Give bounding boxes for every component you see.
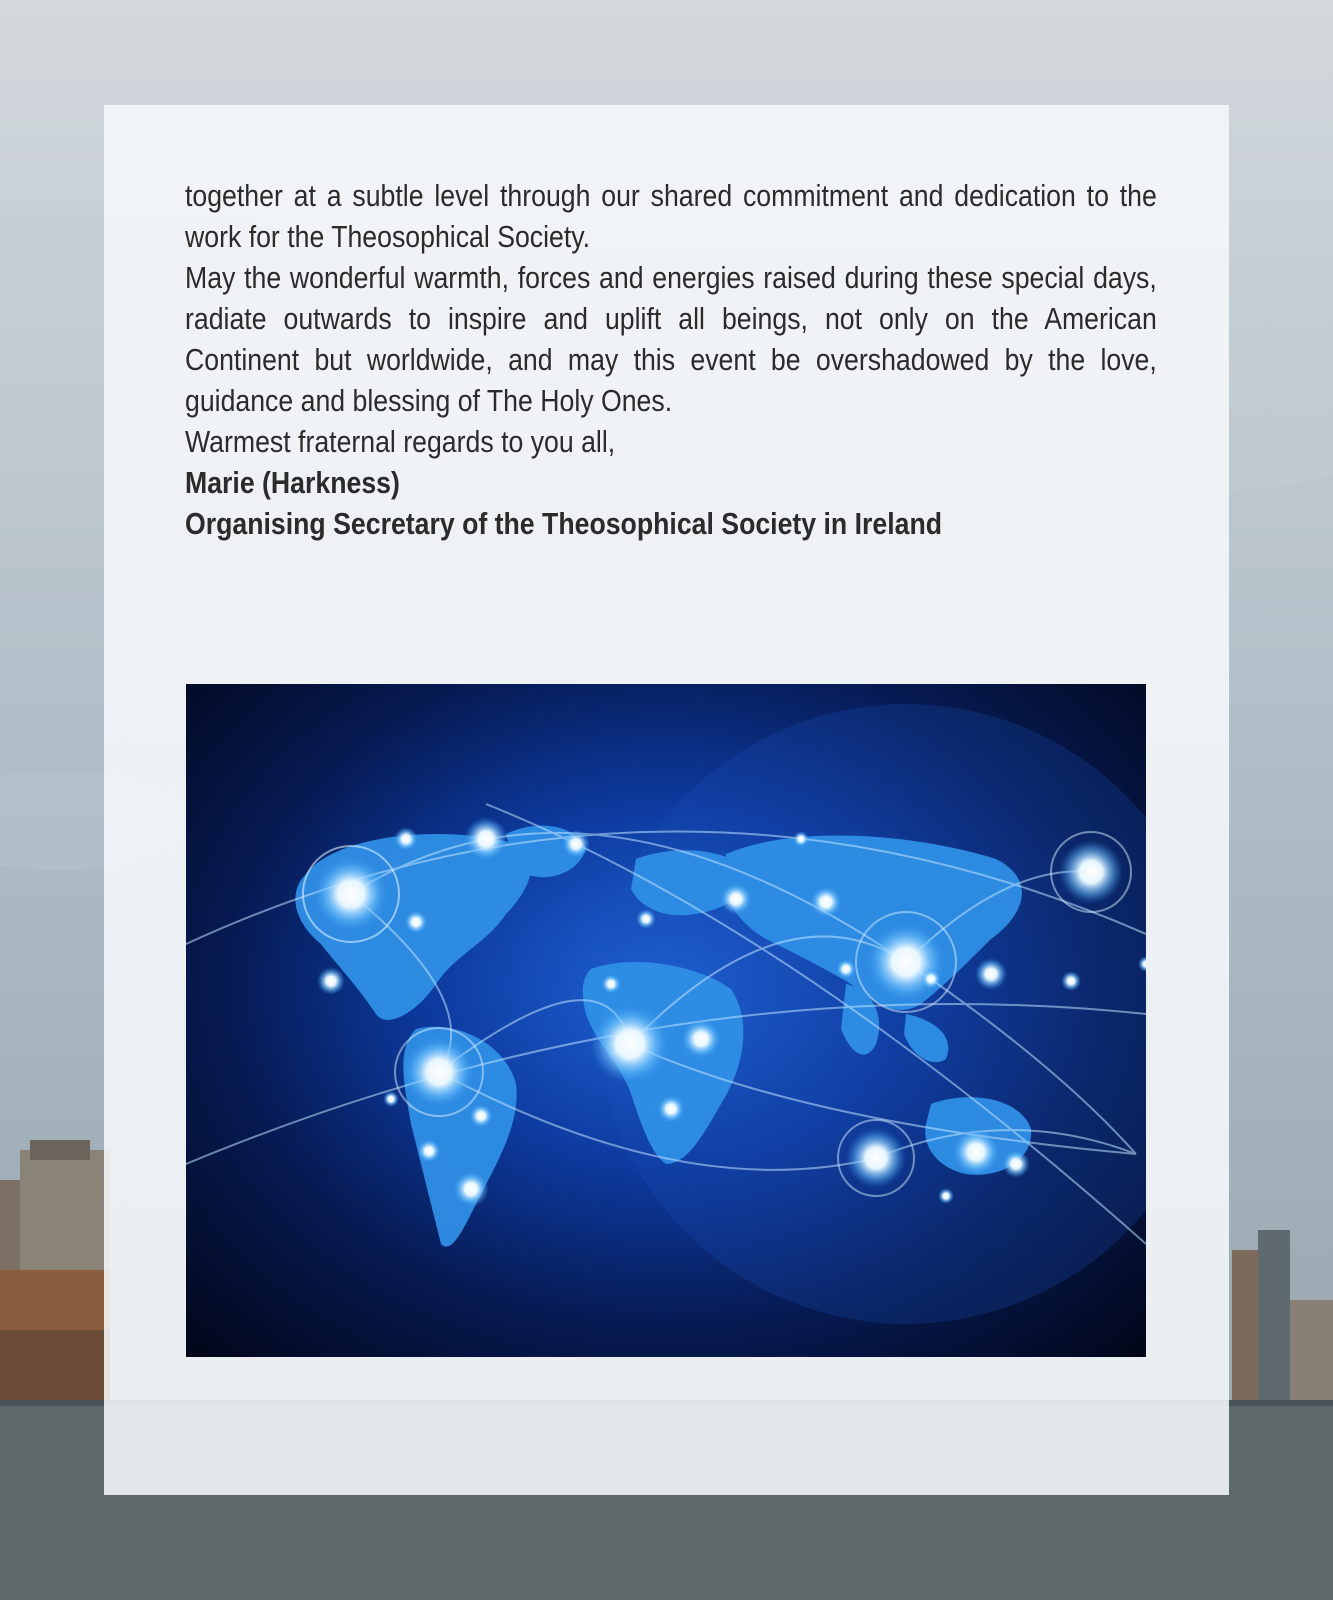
letter-text	[185, 175, 1157, 544]
letter-paragraph-continuation: together at a subtle level through our shared commitment and dedication to the work for the Theosophical Society.	[185, 178, 1157, 254]
world-network-map-icon	[186, 684, 1146, 1357]
letter-closing: Warmest fraternal regards to you all,	[185, 424, 616, 459]
signature-title: Organising Secretary of the Theosophical Society in Ireland	[185, 506, 943, 541]
signature-name: Marie (Harkness)	[185, 465, 400, 500]
letter-paragraph-blessing: May the wonderful warmth, forces and energies raised during these special days, radiate outwards to inspire and uplift all beings, not only on the American Continent but worldwide, and may this event be overshadowed by the love, guidance and blessing of The Holy Ones.	[185, 260, 1157, 418]
world-network-map	[186, 684, 1146, 1357]
